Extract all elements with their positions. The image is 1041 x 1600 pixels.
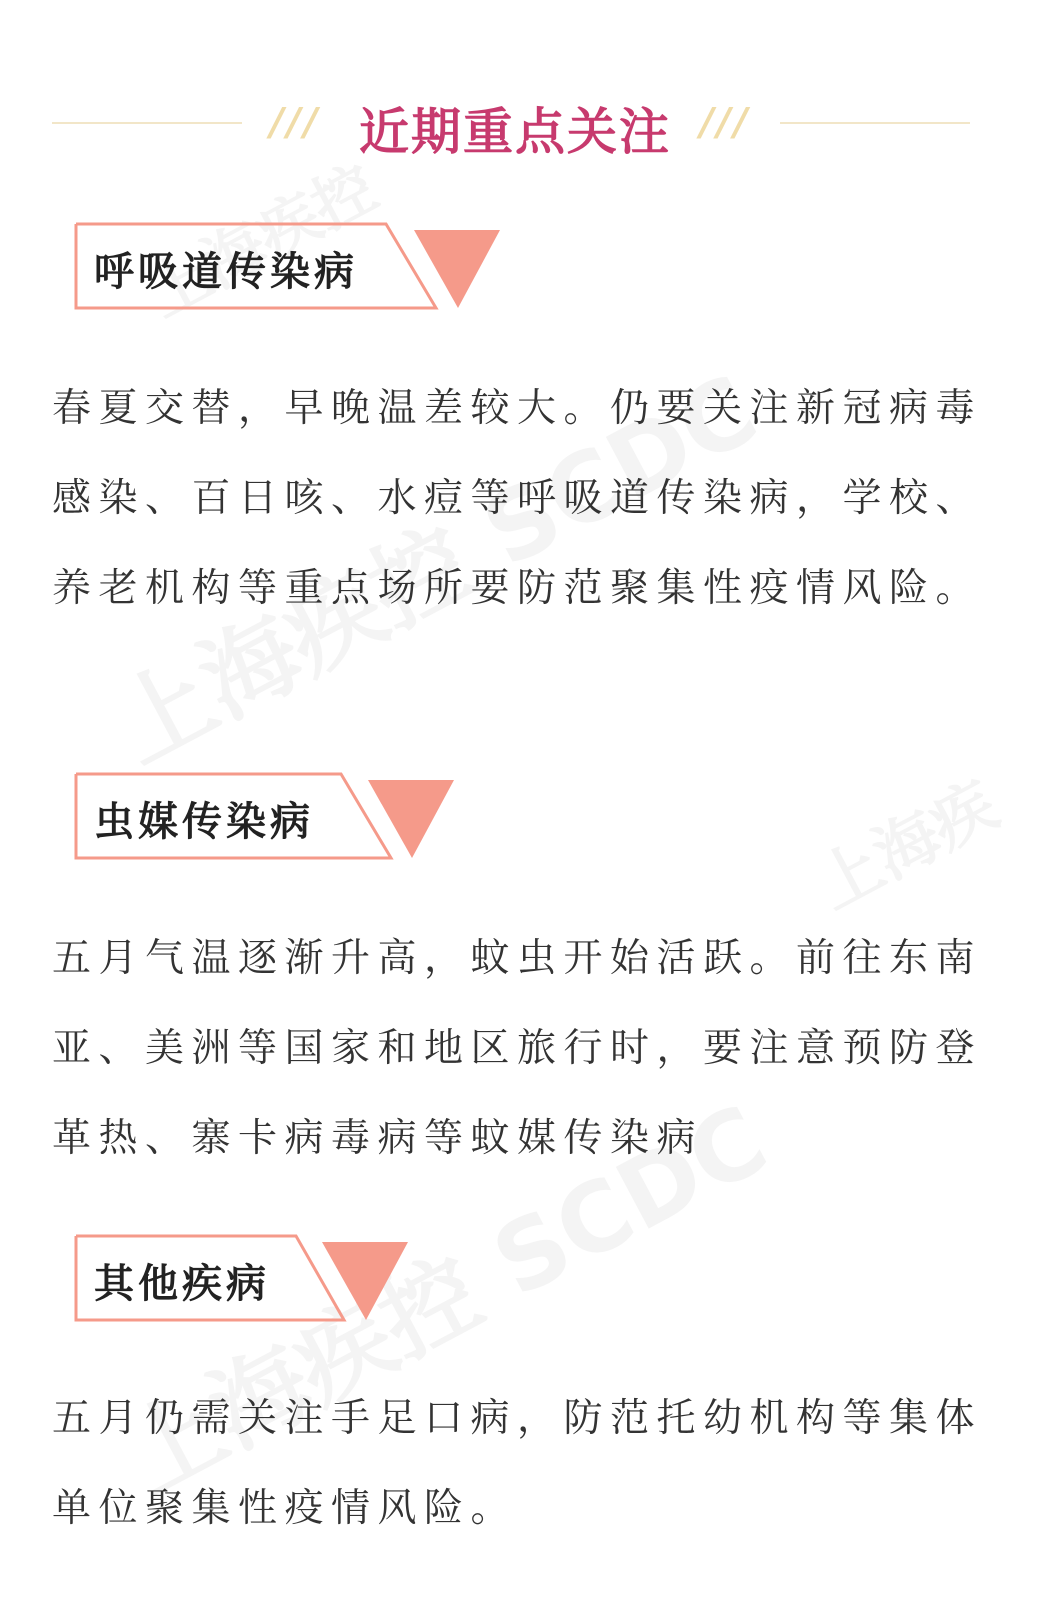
decorative-slashes: /// [700, 100, 751, 144]
section-heading-label: 其他疾病 [94, 1261, 270, 1307]
divider-line [780, 122, 970, 124]
section-heading-respiratory [76, 222, 506, 312]
section-heading-label: 虫媒传染病 [94, 799, 314, 845]
decorative-slashes: /// [270, 100, 321, 144]
section-body: 五月气温逐渐升高，蚊虫开始活跃。前往东南亚、美洲等国家和地区旅行时，要注意预防登革热、寨卡病毒病等蚊媒传染病 [52, 936, 983, 1161]
section-body: 春夏交替，早晚温差较大。仍要关注新冠病毒感染、百日咳、水痘等呼吸道传染病，学校、养老机构等重点场所要防范聚集性疫情风险。 [52, 386, 983, 611]
divider-line [52, 122, 242, 124]
section-heading-vector-borne [76, 772, 466, 862]
watermark [798, 755, 1011, 926]
section-heading-label: 呼吸道传染病 [94, 249, 358, 295]
section-title-bar [52, 88, 970, 161]
section-heading-other [76, 1234, 416, 1324]
section-body: 五月仍需关注手足口病，防范托幼机构等集体单位聚集性疫情风险。 [52, 1396, 983, 1531]
page-title: 近期重点关注 [359, 103, 671, 161]
